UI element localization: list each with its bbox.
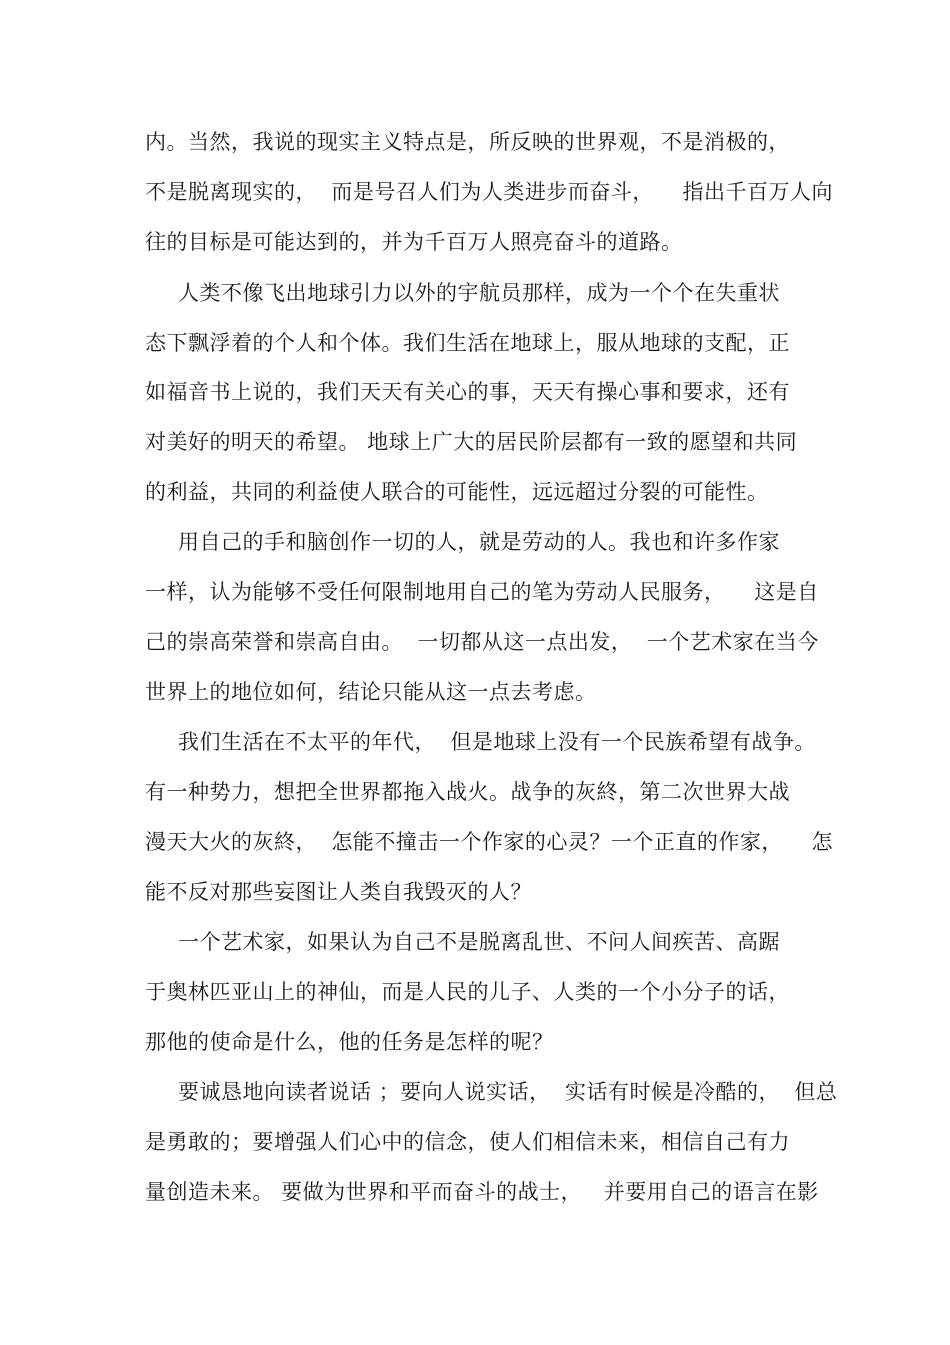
text-line: 对美好的明天的希望。 地球上广大的居民阶层都有一致的愿望和共同 [145,430,798,454]
text-line: 己的崇高荣誉和崇高自由。 一切都从这一点出发， 一个艺术家在当今 [145,630,819,654]
text-line: 能不反对那些妄图让人类自我毁灭的人？ [145,880,532,904]
text-line: 于奥林匹亚山上的神仙，而是人民的儿子、人类的一个小分子的话， [145,980,790,1004]
text-line: 如福音书上说的，我们天天有关心的事，天天有操心事和要求，还有 [145,380,790,404]
text-line: 往的目标是可能达到的，并为千百万人照亮奋斗的道路。 [145,230,683,254]
text-line: 一个艺术家，如果认为自己不是脱离乱世、不问人间疾苦、高踞 [178,930,780,954]
text-line: 量创造未来。 要做为世界和平而奋斗的战士， 并要用自己的语言在影 [145,1180,819,1204]
text-line: 一样，认为能够不受任何限制地用自己的笔为劳动人民服务， 这是自 [145,580,819,604]
text-line: 态下飘浮着的个人和个体。我们生活在地球上，服从地球的支配，正 [145,331,790,355]
text-line: 不是脱离现实的， 而是号召人们为人类进步而奋斗， 指出千百万人向 [145,180,834,204]
text-line: 世界上的地位如何，结论只能从这一点去考虑。 [145,680,597,704]
text-line: 我们生活在不太平的年代， 但是地球上没有一个民族希望有战争。 [178,730,816,754]
text-line: 有一种势力，想把全世界都拖入战火。战争的灰終，第二次世界大战 [145,780,790,804]
text-line: 漫天大火的灰終， 怎能不撞击一个作家的心灵？一个正直的作家， 怎 [145,830,834,854]
text-line: 那他的使命是什么，他的任务是怎样的呢？ [145,1030,554,1054]
text-line: 要诚恳地向读者说话 ；要向人说实话， 实话有时候是冷酷的， 但总 [178,1080,838,1104]
text-line: 是勇敢的；要增强人们心中的信念，使人们相信未来，相信自己有力 [145,1130,790,1154]
text-line: 的利益，共同的利益使人联合的可能性，远远超过分裂的可能性。 [145,480,769,504]
text-line: 人类不像飞出地球引力以外的宇航员那样，成为一个个在失重状 [178,281,780,305]
text-line: 内。当然，我说的现实主义特点是，所反映的世界观，不是消极的， [145,130,790,154]
text-line: 用自己的手和脑创作一切的人，就是劳动的人。我也和许多作家 [178,530,780,554]
